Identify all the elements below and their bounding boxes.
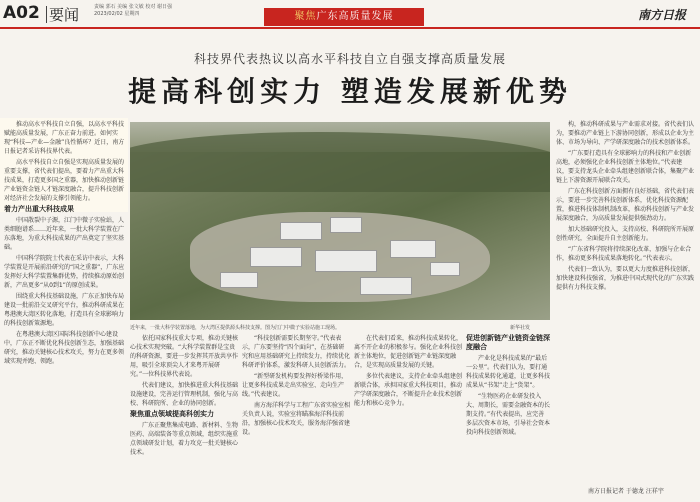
- paragraph: “新型研发机构要发挥好桥梁作用，让更多科技成果走出实验室、走向生产线。”代表建议。: [242, 373, 348, 398]
- column-2: [130, 334, 238, 494]
- paragraph: 围绕重大科技基础设施，广东正加快布局建设一批前沿交叉研究平台，推动科研成果在粤港澳大湾区转化落地，打造具有全球影响力的科技创新策源地。: [4, 293, 125, 327]
- column-4: [354, 334, 462, 494]
- photo-building: [430, 262, 460, 276]
- paragraph: 高水平科技自立自强是实现高质量发展的重要支撑，省代表们提出，要着力产出重大科技成果，打造更多国之重器，加快推动创新链产业链资金链人才链深度融合，提升科技创新对经济社会发展的支撑引领能力。: [4, 159, 125, 202]
- photo-building: [220, 272, 258, 288]
- paragraph: 依托国家科技重大专项，推动关键核心技术实现突破。“大科学装置群是宝贵的科研资源，要进一步发挥其开放共享作用，吸引全球顶尖人才来粤开展研究。”一位科技界代表说。: [130, 335, 238, 378]
- photo-caption: 近年来，一批大科学装置落地，为大湾区提供源头科技支撑。图为江门中微子实验站施工现场。: [130, 325, 341, 331]
- photo-building: [315, 250, 377, 272]
- photo-building: [360, 277, 412, 295]
- paragraph: 加大基础研究投入，支持高校、科研院所开展原创性研究，全面提升自主创新能力。: [556, 226, 694, 242]
- news-photo: [130, 122, 550, 320]
- paragraph: 在粤港澳大湾区国际科技创新中心建设中，广东正不断优化科技创新生态，加强基础研究，推动关键核心技术攻关，努力在更多领域实现并跑、领跑。: [4, 331, 125, 365]
- paragraph: 广东正聚焦集成电路、新材料、生物医药、高端装备等重点领域，组织实施重点领域研发计划，着力攻克一批关键核心技术。: [130, 422, 238, 456]
- header-rule: [0, 27, 700, 29]
- subhead: 促进创新链产业链资金链深度融合: [466, 334, 550, 351]
- paragraph: 中国科学院院士代表在采访中表示，大科学装置是开展前沿研究的“国之重器”，广东应发挥好大科学装置集群优势，持续推动原始创新，产出更多“从0到1”的原创成果。: [4, 255, 125, 289]
- paragraph: 代表们建议，加快推进重大科技基础设施建设，完善运行管理机制，强化与高校、科研院所、企业的协同创新。: [130, 382, 238, 407]
- byline: 南方日报记者 于德龙 汪祥宇: [588, 488, 664, 495]
- paragraph: 中国散裂中子源，江门中微子实验站，人类细胞谱系……近年来，一批大科学装置在广东落地，为重大科技成果的产出奠定了坚实基础。: [4, 217, 125, 251]
- banner-prefix: 聚焦: [294, 11, 317, 22]
- edit-date: 2023/02/02 星期四: [94, 11, 140, 17]
- paragraph: 推动高水平科技自立自强，以高水平科技赋能高质量发展，广东正奋力前进。如何实现“科技—产业—金融”良性循环？近日，南方日报记者采访科技界代表。: [4, 121, 125, 155]
- paragraph: 代表们一致认为，要以更大力度推进科技创新，加快建设科技强省，为推进中国式现代化的广东实践提供有力科技支撑。: [556, 266, 694, 291]
- paragraph: 广东在科技创新方面拥有良好基础，省代表们表示，要进一步完善科技创新体系，优化科技资源配置，推进科技体制机制改革，推动科技创新与产业发展深度融合，为高质量发展提供强劲动力。: [556, 188, 694, 222]
- paragraph: “广东要打造具有全球影响力的科技和产业创新高地，必须强化企业科技创新主体地位。”代表建议，要支持龙头企业牵头组建创新联合体，集聚产业链上下游资源开展联合攻关。: [556, 150, 694, 184]
- subhead: 聚焦重点领域提高科创实力: [130, 410, 214, 418]
- section-name: 要闻: [49, 6, 80, 24]
- paragraph: “科技创新需要长期坚守。”代表表示，广东要坚持“四个面向”，在基础研究和应用基础研究上持续发力，持续优化科研评价体系，激发科研人员创新活力。: [242, 335, 350, 369]
- photo-credit: 新华社发: [510, 325, 531, 331]
- subhead: 着力产出重大科技成果: [4, 205, 74, 213]
- paragraph: 在代表们看来，推动科技成果转化，离不开企业的积极参与。强化企业科技创新主体地位，促进创新链产业链深度融合，是实现高质量发展的关键。: [354, 335, 462, 369]
- photo-building: [330, 217, 362, 233]
- paragraph: “生物医药企业研发投入大、周期长，需要金融资本的长期支持。”有代表提出，应完善多层次资本市场，引导社会资本投向科技创新领域。: [466, 393, 550, 436]
- photo-building: [390, 240, 436, 258]
- article-title: 提高科创实力 塑造发展新优势: [128, 75, 572, 108]
- column-5: [556, 120, 694, 484]
- banner-text: 广东高质量发展: [316, 11, 394, 22]
- photo-building: [280, 222, 322, 240]
- newspaper-masthead: 南方日报: [637, 8, 686, 22]
- column-4b: [466, 334, 550, 494]
- article-subtitle: 科技界代表热议以高水平科技自立自强支撑高质量发展: [193, 52, 506, 66]
- column-3: [242, 334, 350, 494]
- photo-ridge: [130, 132, 550, 192]
- edit-info: [94, 4, 172, 18]
- column-1: [4, 120, 126, 485]
- paragraph: 产业化是科技成果的“最后一公里”。代表们认为，要打通科技成果转化通道，让更多科技成果从“书架”走上“货架”。: [466, 355, 550, 389]
- paragraph: 南方海洋科学与工程广东省实验室相关负责人说，实验室将瞄准海洋科技前沿，加强核心技术攻关，服务海洋强省建设。: [242, 402, 350, 436]
- page-header: [0, 0, 700, 28]
- paragraph: “广东省科学院将持续深化改革，加强与企业合作，推动更多科技成果落地转化。”代表表示。: [556, 246, 692, 262]
- topic-banner: [264, 8, 424, 26]
- paragraph: 多位代表建议，支持企业牵头组建创新联合体，承担国家重大科技项目，推动产学研深度融合，不断提升企业技术创新能力和核心竞争力。: [354, 373, 462, 407]
- photo-building: [250, 247, 302, 267]
- edit-credits: 责编 郭石 美编 张文敏 校对 谢日强: [94, 4, 172, 10]
- section-code: A02: [3, 3, 40, 23]
- section-divider: [46, 6, 47, 23]
- paragraph: 构，推动科研成果与产业需求对接。省代表们认为，要推动产业链上下游协同创新，形成以企业为主体、市场为导向、产学研深度融合的技术创新体系。: [556, 121, 694, 146]
